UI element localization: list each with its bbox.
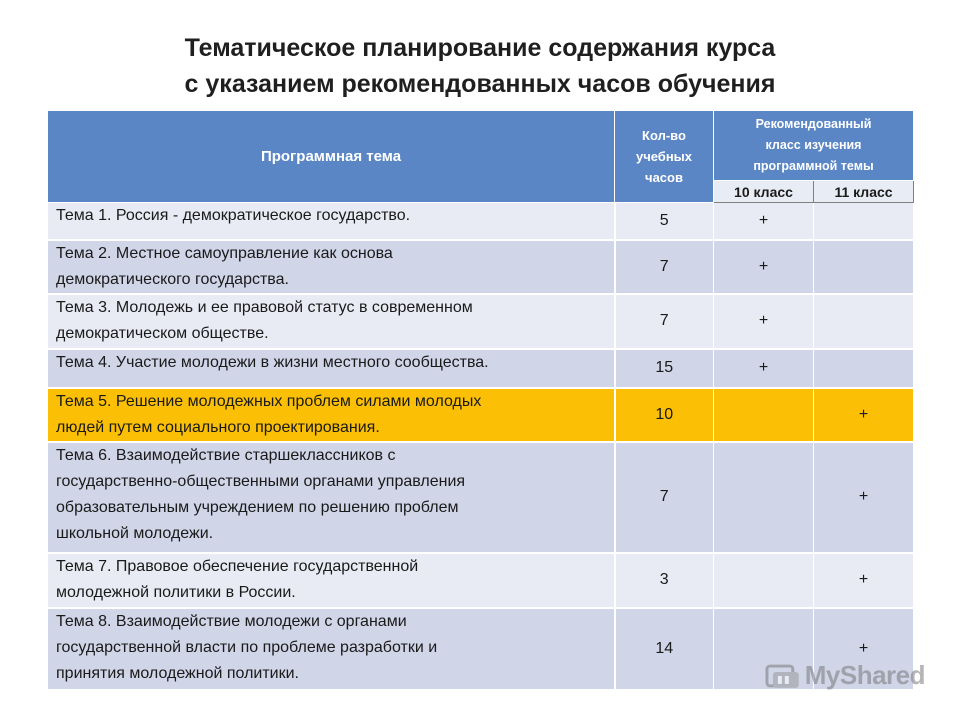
grade-11-cell	[814, 349, 914, 388]
table-body	[48, 203, 914, 690]
hours-cell: 3	[615, 553, 714, 608]
hours-cell: 5	[615, 203, 714, 240]
hours-cell: 15	[615, 349, 714, 388]
topic-line: людей путем социального проектирования.	[56, 418, 380, 436]
topic-line: молодежной политики в России.	[56, 583, 296, 601]
watermark	[765, 655, 925, 695]
hours-cell: 7	[615, 240, 714, 294]
hours-cell: 14	[615, 608, 714, 690]
topic-line: школьной молодежи.	[56, 524, 214, 542]
grade-11-cell	[814, 294, 914, 349]
topic-line: Тема 5. Решение молодежных проблем силами молодых	[56, 392, 482, 410]
topic-cell	[48, 349, 615, 388]
grade-10-cell: +	[714, 349, 814, 388]
table-row	[48, 553, 914, 608]
title-line-2: с указанием рекомендованных часов обучения	[184, 70, 776, 98]
topic-cell	[48, 388, 615, 442]
grade-10-cell	[714, 553, 814, 608]
topic-cell	[48, 442, 615, 553]
topic-cell	[48, 553, 615, 608]
topic-line: Тема 1. Россия - демократическое государство.	[56, 207, 411, 224]
header-grade-11: 11 класс	[814, 181, 914, 203]
table-row	[48, 349, 914, 388]
shared-logo-icon	[765, 660, 799, 690]
topic-line: Тема 7. Правовое обеспечение государственной	[56, 557, 419, 575]
topic-line: Тема 6. Взаимодействие старшеклассников с	[56, 446, 396, 464]
table-row	[48, 294, 914, 349]
title-line-1: Тематическое планирование содержания курса	[184, 34, 776, 62]
header-recommended-line-1: Рекомендованный	[755, 117, 872, 131]
topic-line: принятия молодежной политики.	[56, 664, 299, 682]
grade-11-cell: +	[814, 442, 914, 553]
header-recommended-line-2: класс изучения	[765, 138, 862, 152]
hours-cell: 7	[615, 442, 714, 553]
topic-line: образовательным учреждением по решению проблем	[56, 498, 459, 516]
hours-cell: 10	[615, 388, 714, 442]
topic-cell	[48, 240, 615, 294]
topic-cell	[48, 608, 615, 690]
hours-cell: 7	[615, 294, 714, 349]
topic-line: Тема 8. Взаимодействие молодежи с органами	[56, 612, 407, 630]
table-row	[48, 442, 914, 553]
header-hours-line-3: часов	[645, 170, 683, 185]
grade-10-cell	[714, 442, 814, 553]
page-title	[0, 30, 960, 102]
topic-line: государственной власти по проблеме разработки и	[56, 638, 438, 656]
grade-11-cell	[814, 240, 914, 294]
grade-11-cell	[814, 203, 914, 240]
grade-10-cell: +	[714, 294, 814, 349]
table-row	[48, 203, 914, 240]
topic-line: Тема 3. Молодежь и ее правовой статус в современном	[56, 298, 473, 316]
grade-11-cell: +	[814, 553, 914, 608]
watermark-text: MyShared	[804, 659, 925, 690]
topic-cell	[48, 203, 615, 240]
header-grade-10: 10 класс	[714, 181, 814, 203]
topic-line: государственно-общественными органами управления	[56, 472, 466, 490]
grade-11-cell: +	[814, 608, 914, 690]
header-hours-line-2: учебных	[635, 149, 693, 164]
topic-line: Тема 4. Участие молодежи в жизни местного сообщества.	[56, 353, 489, 371]
header-recommended	[714, 111, 914, 181]
grade-11-cell: +	[814, 388, 914, 442]
grade-10-cell: +	[714, 203, 814, 240]
topics-table	[47, 110, 914, 691]
table-row	[48, 388, 914, 442]
topic-cell	[48, 294, 615, 349]
header-hours	[615, 111, 714, 203]
topic-line: Тема 2. Местное самоуправление как основа	[56, 244, 393, 262]
header-topic: Программная тема	[48, 111, 615, 203]
table-row	[48, 240, 914, 294]
grade-10-cell: +	[714, 240, 814, 294]
topic-line: демократического государства.	[56, 270, 289, 288]
topic-line: демократическом обществе.	[56, 324, 269, 342]
header-recommended-line-3: программной темы	[753, 159, 874, 173]
grade-10-cell	[714, 388, 814, 442]
header-hours-line-1: Кол-во	[642, 128, 686, 143]
